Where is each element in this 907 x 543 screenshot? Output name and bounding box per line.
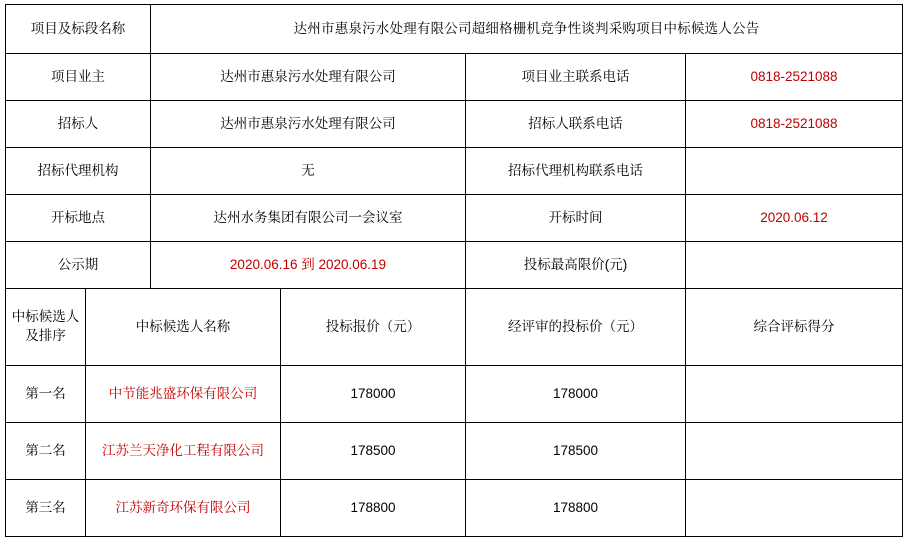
tenderer-phone-value: 0818-2521088 (686, 101, 903, 148)
tenderer-value: 达州市惠泉污水处理有限公司 (151, 101, 466, 148)
owner-phone-label: 项目业主联系电话 (466, 54, 686, 101)
candidate-name-header: 中标候选人名称 (86, 289, 281, 366)
table-row (6, 423, 903, 480)
candidates-label: 中标候选人及排序 (6, 289, 86, 366)
table-row (6, 366, 903, 423)
table-row-tenderer (6, 101, 903, 148)
candidate-name: 中节能兆盛环保有限公司 (86, 366, 281, 423)
candidate-rank: 第三名 (6, 480, 86, 537)
candidate-score (686, 423, 903, 480)
candidate-rank: 第二名 (6, 423, 86, 480)
table-row-open (6, 195, 903, 242)
open-place-label: 开标地点 (6, 195, 151, 242)
candidate-reviewed-price: 178000 (466, 366, 686, 423)
owner-phone-value: 0818-2521088 (686, 54, 903, 101)
candidate-score (686, 480, 903, 537)
candidate-bid-price: 178800 (281, 480, 466, 537)
candidate-reviewed-price: 178800 (466, 480, 686, 537)
tenderer-phone-label: 招标人联系电话 (466, 101, 686, 148)
project-name-label: 项目及标段名称 (6, 5, 151, 54)
reviewed-price-header: 经评审的投标价（元） (466, 289, 686, 366)
score-header: 综合评标得分 (686, 289, 903, 366)
candidate-bid-price: 178500 (281, 423, 466, 480)
bid-candidate-table (5, 4, 903, 537)
owner-label: 项目业主 (6, 54, 151, 101)
candidate-score (686, 366, 903, 423)
open-place-value: 达州水务集团有限公司一会议室 (151, 195, 466, 242)
project-name-value: 达州市惠泉污水处理有限公司超细格栅机竞争性谈判采购项目中标候选人公告 (151, 5, 903, 54)
max-price-label: 投标最高限价(元) (466, 242, 686, 289)
agency-phone-value (686, 148, 903, 195)
table-row-project-name (6, 5, 903, 54)
notice-period-label: 公示期 (6, 242, 151, 289)
table-row (6, 480, 903, 537)
agency-value: 无 (151, 148, 466, 195)
notice-period-value: 2020.06.16 到 2020.06.19 (151, 242, 466, 289)
open-time-value: 2020.06.12 (686, 195, 903, 242)
candidate-name: 江苏兰天净化工程有限公司 (86, 423, 281, 480)
max-price-value (686, 242, 903, 289)
table-row-notice-period (6, 242, 903, 289)
candidate-name: 江苏新奇环保有限公司 (86, 480, 281, 537)
candidate-reviewed-price: 178500 (466, 423, 686, 480)
table-row-column-headers (6, 289, 903, 366)
agency-phone-label: 招标代理机构联系电话 (466, 148, 686, 195)
table-row-agency (6, 148, 903, 195)
bid-price-header: 投标报价（元） (281, 289, 466, 366)
candidate-bid-price: 178000 (281, 366, 466, 423)
open-time-label: 开标时间 (466, 195, 686, 242)
table-row-owner (6, 54, 903, 101)
candidate-rank: 第一名 (6, 366, 86, 423)
owner-value: 达州市惠泉污水处理有限公司 (151, 54, 466, 101)
tenderer-label: 招标人 (6, 101, 151, 148)
agency-label: 招标代理机构 (6, 148, 151, 195)
